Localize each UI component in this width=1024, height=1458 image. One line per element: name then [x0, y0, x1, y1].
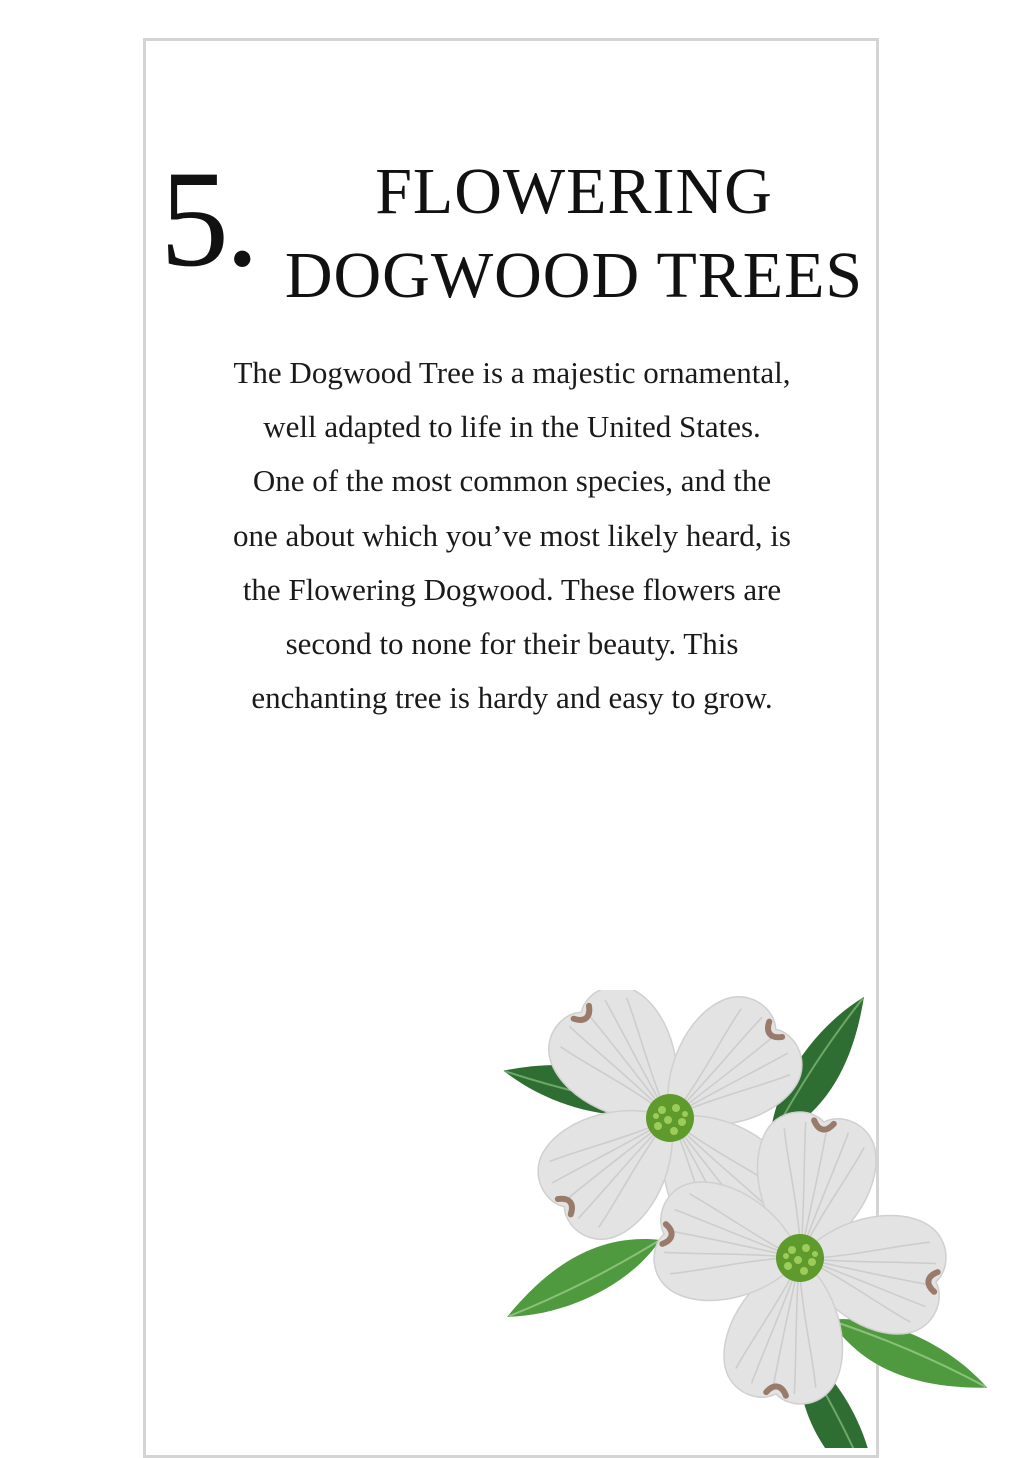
page-title: [268, 150, 880, 318]
paragraph-line: One of the most common species, and the: [252, 463, 772, 499]
leaf: [495, 1226, 670, 1327]
section-number: 5.: [160, 142, 256, 295]
paragraph-line: one about which you’ve most likely heard, is: [233, 517, 791, 553]
description-paragraph: [180, 346, 844, 725]
title-line: DOGWOOD TREES: [284, 239, 864, 312]
paragraph-line: well adapted to life in the United States.: [263, 409, 761, 445]
paragraph-line: the Flowering Dogwood. These flowers are: [242, 571, 782, 607]
title-line: FLOWERING: [375, 155, 773, 228]
paragraph-line: enchanting tree is hardy and easy to grow.: [251, 680, 773, 716]
dogwood-flower-icon: [470, 990, 1024, 1448]
paragraph-line: second to none for their beauty. This: [285, 626, 739, 662]
paragraph-line: The Dogwood Tree is a majestic ornamental,: [233, 355, 791, 390]
